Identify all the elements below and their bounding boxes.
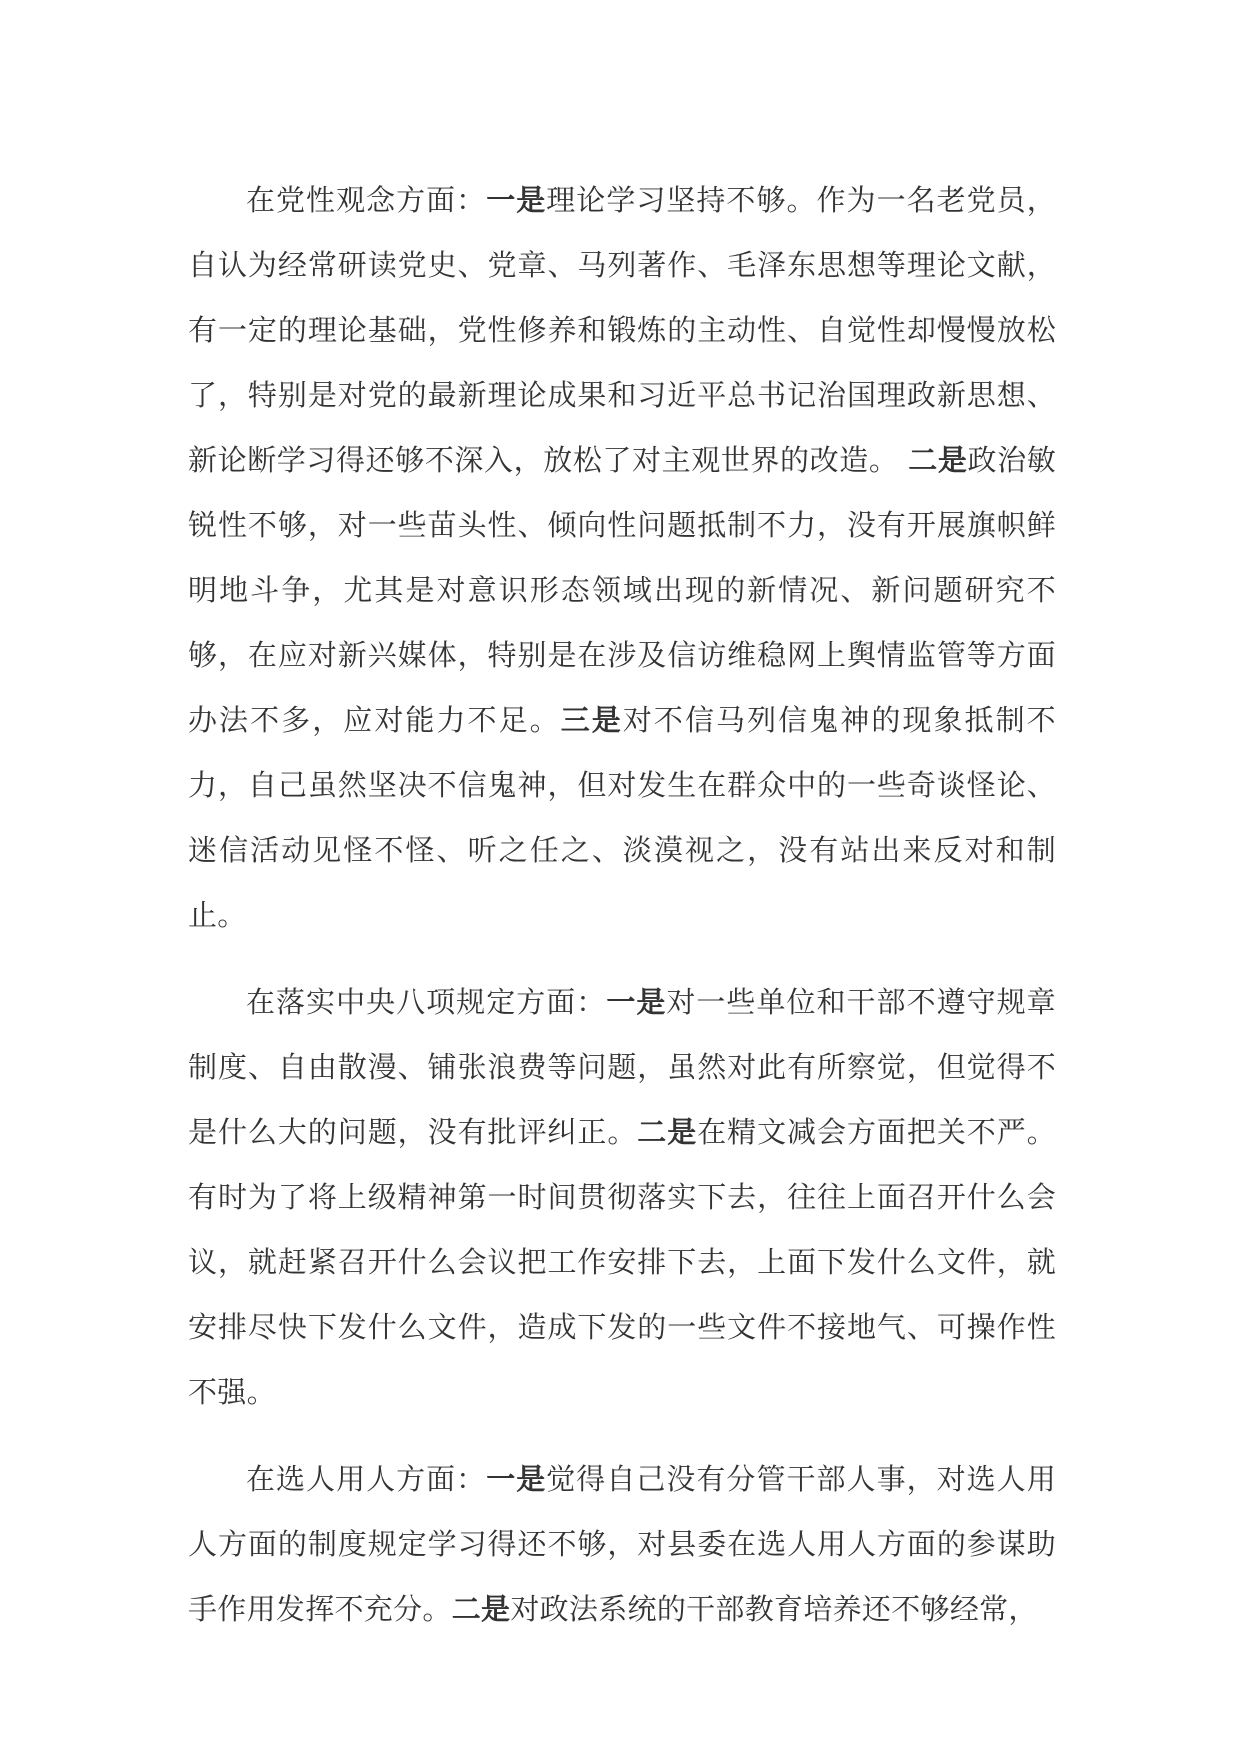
- paragraph-text: 在选人用人方面：: [246, 1462, 487, 1496]
- paragraph-text: 对一些单位和干部不遵守规章制度、自由散漫、铺张浪费等问题，虽然对此有所察觉，但觉得不是什么大的问题，没有批评纠正。: [188, 985, 1056, 1149]
- point-label: 一是: [606, 985, 667, 1019]
- paragraph-text: 在党性观念方面：: [246, 183, 487, 217]
- paragraph-text: 在落实中央八项规定方面：: [246, 985, 607, 1019]
- point-label: 二是: [908, 443, 968, 477]
- point-label: 一是: [486, 1462, 547, 1496]
- paragraph-text: 在精文减会方面把关不严。有时为了将上级精神第一时间贯彻落实下去，往往上面召开什么会议，就赶紧召开什么会议把工作安排下去，上面下发什么文件，就安排尽快下发什么文件，造成下发的一些文件不接地气、可操作性不强。: [188, 1115, 1056, 1409]
- document-body: [188, 168, 1056, 1664]
- paragraph-text: 对政法系统的干部教育培养还不够经常，: [510, 1592, 1038, 1626]
- point-label: 二是: [637, 1115, 698, 1149]
- paragraph-text: 政治敏锐性不够，对一些苗头性、倾向性问题抵制不力，没有开展旗帜鲜明地斗争，尤其是对意识形态领域出现的新情况、新问题研究不够，在应对新兴媒体，特别是在涉及信访维稳网上舆情监管等方面办法不多，应对能力不足。: [188, 443, 1056, 737]
- point-label: 一是: [486, 183, 547, 217]
- paragraph-eight-regulations: [188, 970, 1056, 1425]
- paragraph-text: 觉得自己没有分管干部人事，对选人用人方面的制度规定学习得还不够，对县委在选人用人方面的参谋助手作用发挥不充分。: [188, 1462, 1056, 1626]
- point-label: 二是: [451, 1592, 511, 1626]
- point-label: 三是: [560, 703, 623, 737]
- paragraph-text: 理论学习坚持不够。作为一名老党员，自认为经常研读党史、党章、马列著作、毛泽东思想等理论文献，有一定的理论基础，党性修养和锻炼的主动性、自觉性却慢慢放松了，特别是对党的最新理论成果和习近平总书记治国理政新思想、新论断学习得还够不深入，放松了对主观世界的改造。: [188, 183, 1056, 477]
- paragraph-text: 对不信马列信鬼神的现象抵制不力，自己虽然坚决不信鬼神，但对发生在群众中的一些奇谈怪论、迷信活动见怪不怪、听之任之、淡漠视之，没有站出来反对和制止。: [188, 703, 1056, 932]
- paragraph-personnel-selection: [188, 1447, 1056, 1642]
- paragraph-party-spirit: [188, 168, 1056, 948]
